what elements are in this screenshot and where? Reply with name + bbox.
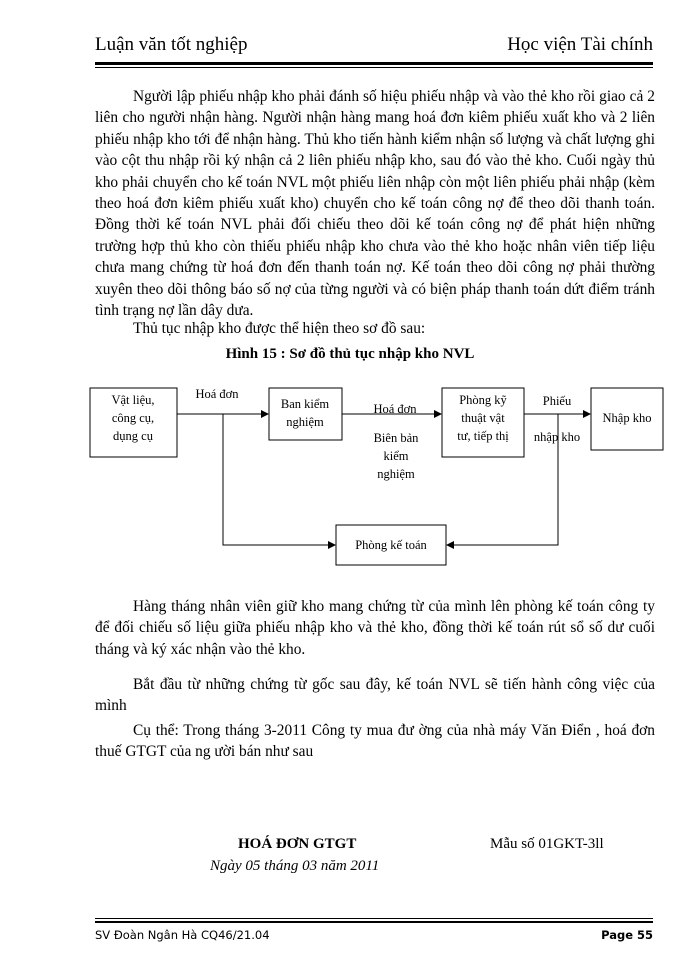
footer-divider-thin: [95, 918, 653, 919]
edge-label-slip-1: Phiếu: [542, 394, 572, 408]
box-inspection: [269, 388, 342, 440]
edge-label-slip-2: nhập kho: [533, 430, 581, 444]
box-technical-line-2: thuật vật: [461, 411, 505, 425]
box-supplies-line-3: dụng cụ: [113, 429, 153, 443]
figure-caption: Hình 15 : Sơ đồ thủ tục nhập kho NVL: [225, 346, 475, 362]
body-paragraph-2: Thủ tục nhập kho được thể hiện theo sơ đồ sau:: [133, 320, 426, 337]
edge-label-report-line-2: kiểm: [383, 449, 409, 463]
edge-label-report-line-3: nghiệm: [377, 467, 415, 481]
invoice-date: Ngày 05 tháng 03 năm 2011: [210, 858, 380, 874]
body-paragraph-4: Bắt đầu từ những chứng từ gốc sau đây, kế toán NVL sẽ tiến hành công việc của mình: [95, 676, 655, 715]
box-inspection-line-1: Ban kiểm: [280, 397, 330, 411]
invoice-form-number: Mẫu số 01GKT-3ll: [490, 836, 604, 852]
body-paragraph-5: Cụ thể: Trong tháng 3-2011 Công ty mua đư ờng của nhà máy Văn Điển , hoá đơn thuế GTGT của ng ười bán như sau: [95, 722, 655, 761]
box-technical-line-3: tư, tiếp thị: [457, 429, 509, 443]
edge-label-invoice-2: Hoá đơn: [373, 402, 417, 416]
edge-label-invoice-1: Hoá đơn: [195, 387, 239, 401]
invoice-title: HOÁ ĐƠN GTGT: [238, 836, 357, 852]
footer-divider: [95, 921, 653, 923]
body-paragraph-1: Người lập phiếu nhập kho phải đánh số hiệu phiếu nhập và vào thẻ kho rồi giao cả 2 liên cho người nhận hàng. Người nhận hàng mang hoá đơn kiêm phiếu xuất kho và 2 liên phiếu nhập kho tới để nhận hàng. Thủ kho tiến hành kiểm nhận số lượng và chất lượng ghi vào cột thu nhập rồi ký nhận cả 2 liên phiếu nhập kho, sau đó vào thẻ kho. Cuối ngày thủ kho phải chuyển cho kế toán NVL một phiếu liên nhập còn một liên phiếu phải nhập (kèm theo hoá đơn kiêm phiếu xuất kho) chuyển cho kế toán công nợ để theo dõi thanh toán. Đồng thời kế toán NVL phải đối chiếu theo dõi kế toán công nợ để phát hiện những trường hợp thủ kho còn thiếu phiếu nhập kho chưa vào thẻ kho hoặc nhân viên tiếp liệu chưa mang chứng từ hoá đơn đến thanh toán nợ. Kế toán theo dõi công nợ phải thường xuyên theo dõi thông báo số nợ của từng người và có biện pháp thanh toán dứt điểm tránh tình trạng nợ lần dây dưa.: [95, 88, 655, 320]
edge-label-report-line-1: Biên bản: [373, 431, 419, 445]
box-inspection-line-2: nghiệm: [286, 415, 324, 429]
box-warehouse-label: Nhập kho: [602, 411, 652, 425]
footer-author: SV Đoàn Ngân Hà CQ46/21.04: [95, 928, 270, 942]
footer-page-number: Page 55: [601, 928, 653, 942]
box-supplies-line-2: công cụ,: [111, 411, 155, 425]
header-thesis-label: Luận văn tốt nghiệp: [95, 34, 248, 55]
box-supplies-line-1: Vật liệu,: [111, 393, 155, 407]
arrow-invoice-to-accounting: [223, 414, 335, 545]
box-accounting-label: Phòng kế toán: [355, 538, 427, 552]
body-paragraph-3: Hàng tháng nhân viên giữ kho mang chứng từ của mình lên phòng kế toán công ty để đối chiếu số liệu giữa phiếu nhập kho và thẻ kho, đồng thời kế toán rút sổ số dư cuối tháng và ký xác nhận vào thẻ kho.: [95, 598, 655, 658]
header-institution-label: Học viện Tài chính: [507, 34, 653, 55]
box-technical-line-1: Phòng kỹ: [459, 393, 507, 407]
